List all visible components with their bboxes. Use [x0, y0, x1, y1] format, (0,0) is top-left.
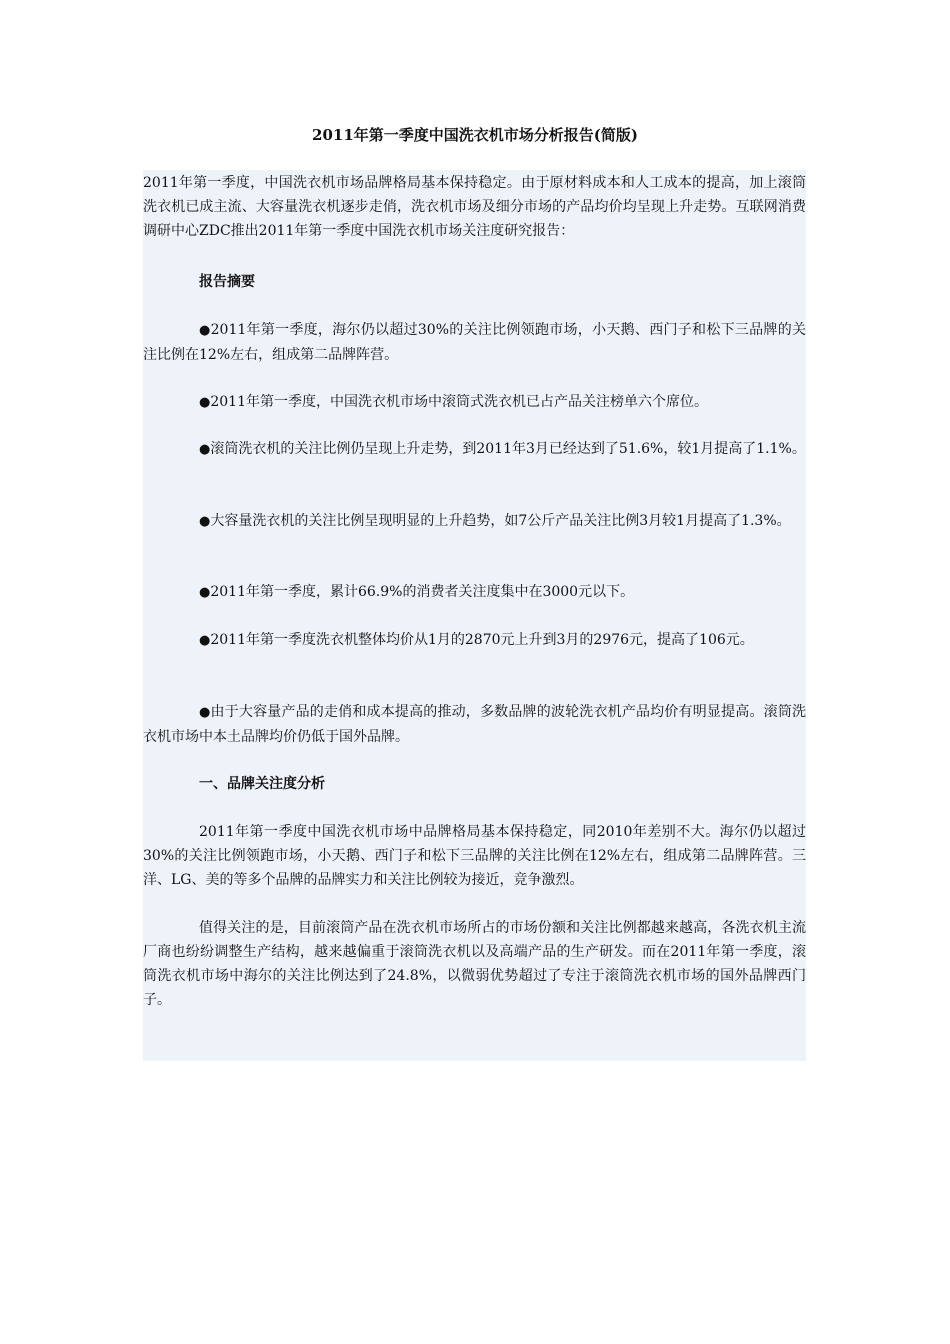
summary-bullet [143, 580, 806, 605]
summary-bullet [143, 509, 806, 534]
bullet-icon: ● [199, 514, 211, 529]
bullet-text: 大容量洗衣机的关注比例呈现明显的上升趋势，如7公斤产品关注比例3月较1月提高了1.3%。 [210, 513, 791, 529]
bullet-text: 2011年第一季度，累计66.9%的消费者关注度集中在3000元以下。 [210, 584, 635, 600]
bullet-text: 2011年第一季度，中国洗衣机市场中滚筒式洗衣机已占产品关注榜单六个席位。 [210, 394, 708, 410]
bullet-icon: ● [199, 633, 211, 648]
summary-heading: 报告摘要 [199, 274, 255, 290]
bullet-icon: ● [199, 442, 211, 457]
bullet-icon: ● [199, 323, 211, 338]
summary-bullet [143, 437, 806, 462]
bullet-text: 由于大容量产品的走俏和成本提高的推动，多数品牌的波轮洗衣机产品均价有明显提高。滚筒洗衣机市场中本土品牌均价仍低于国外品牌。 [143, 704, 807, 745]
report-body [143, 170, 806, 1061]
bullet-icon: ● [199, 585, 211, 600]
bullet-text: 2011年第一季度洗衣机整体均价从1月的2870元上升到3月的2976元，提高了106元。 [210, 632, 754, 648]
bullet-text: 滚筒洗衣机的关注比例仍呈现上升走势，到2011年3月已经达到了51.6%，较1月提高了1.1%。 [210, 441, 806, 457]
section-heading: 一、品牌关注度分析 [199, 776, 325, 792]
bullet-icon: ● [199, 395, 211, 410]
bullet-icon: ● [199, 705, 211, 720]
document-title: 2011年第一季度中国洗衣机市场分析报告(简版) [312, 126, 638, 144]
summary-bullet [143, 318, 806, 367]
summary-bullet [143, 700, 806, 749]
section-paragraph: 值得关注的是，目前滚筒产品在洗衣机市场所占的市场份额和关注比例都越来越高，各洗衣机主流厂商也纷纷调整生产结构，越来越偏重于滚筒洗衣机以及高端产品的生产研发。而在2011年第一季度，滚筒洗衣机市场中海尔的关注比例达到了24.8%，以微弱优势超过了专注于滚筒洗衣机市场的国外品牌西门子。 [143, 920, 806, 1008]
intro-paragraph: 2011年第一季度，中国洗衣机市场品牌格局基本保持稳定。由于原材料成本和人工成本的提高，加上滚筒洗衣机已成主流、大容量洗衣机逐步走俏，洗衣机市场及细分市场的产品均价均呈现上升走势。互联网消费调研中心ZDC推出2011年第一季度中国洗衣机市场关注度研究报告： [143, 175, 806, 239]
section-paragraph: 2011年第一季度中国洗衣机市场中品牌格局基本保持稳定，同2010年差别不大。海尔仍以超过30%的关注比例领跑市场，小天鹅、西门子和松下三品牌的关注比例在12%左右，组成第二品牌阵营。三洋、LG、美的等多个品牌的品牌实力和关注比例较为接近，竞争激烈。 [143, 824, 806, 888]
bullet-text: 2011年第一季度，海尔仍以超过30%的关注比例领跑市场，小天鹅、西门子和松下三品牌的关注比例在12%左右，组成第二品牌阵营。 [143, 322, 806, 363]
summary-bullet [143, 390, 806, 415]
summary-bullet [143, 628, 806, 653]
